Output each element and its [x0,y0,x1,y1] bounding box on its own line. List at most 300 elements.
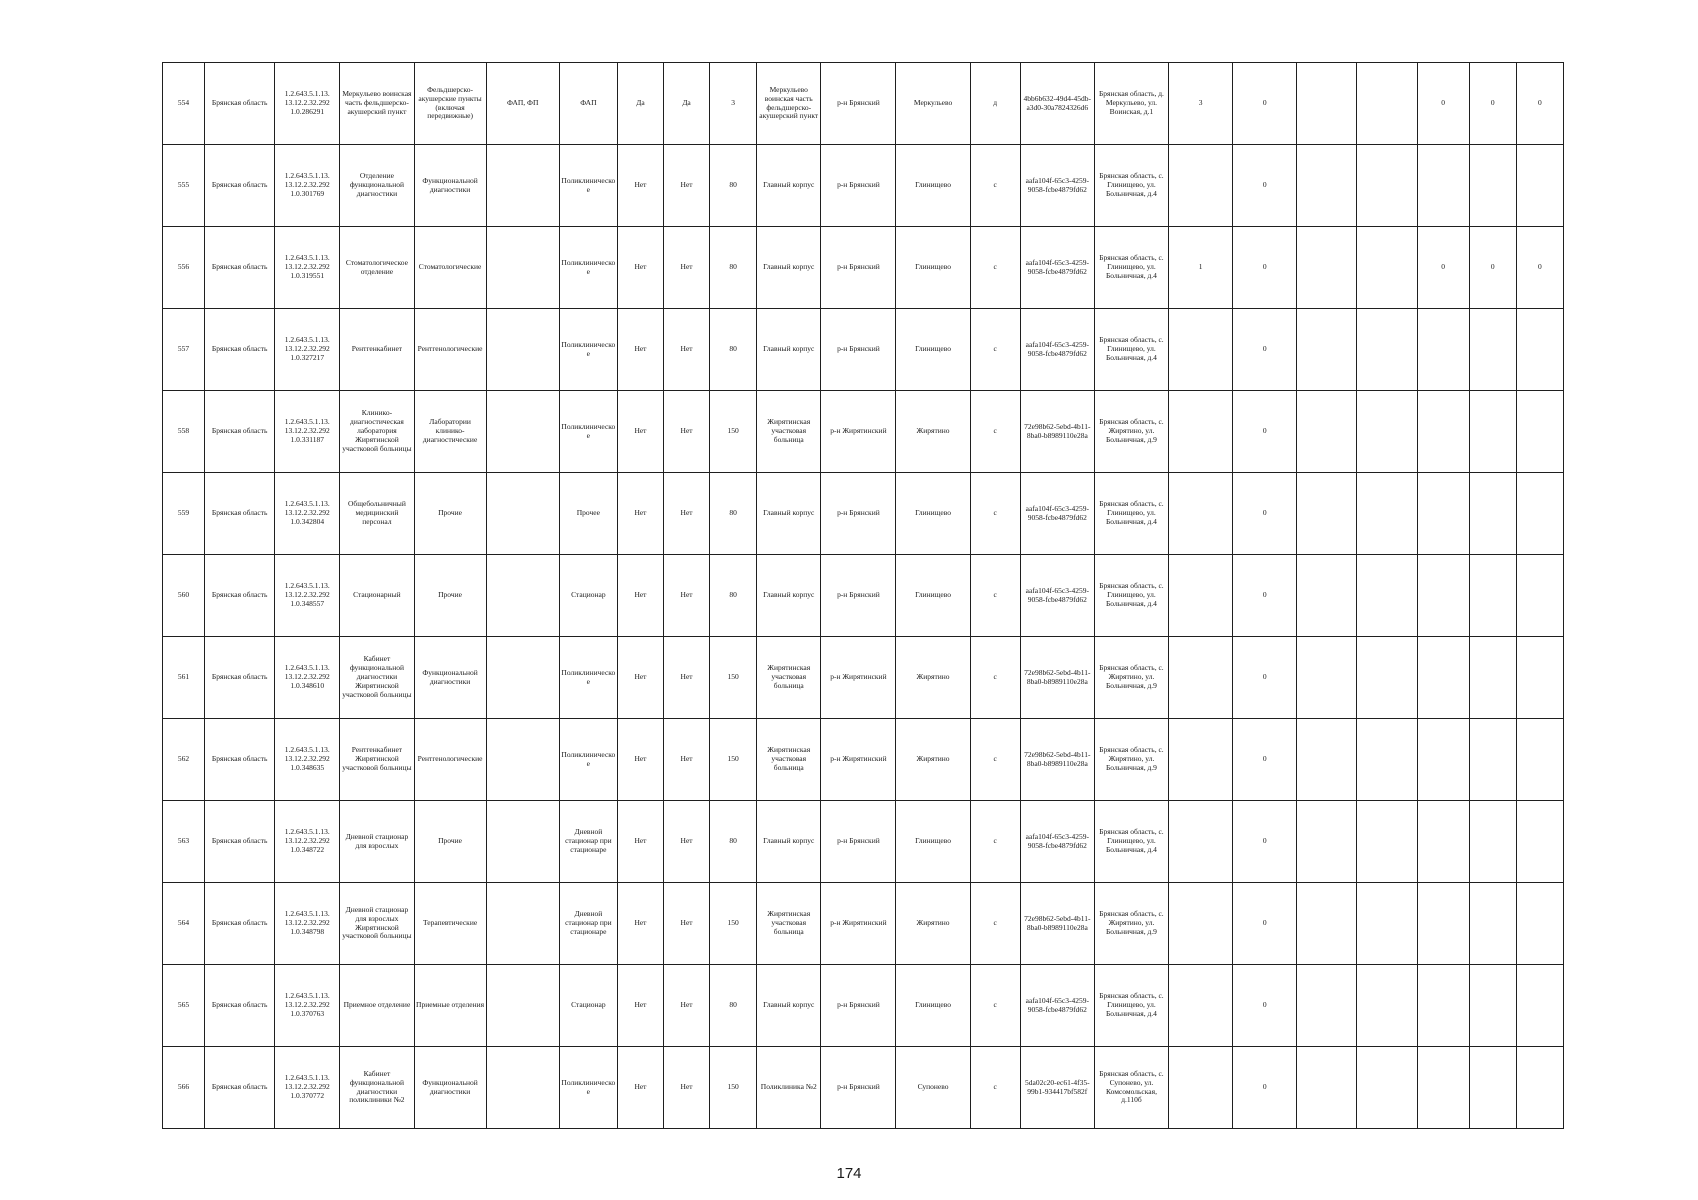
unit-name-cell: Дневной стационар для взрослых [340,801,414,883]
value-cell-2: 0 [1233,637,1297,719]
value-cell-5 [1417,391,1469,473]
flag-cell-2: Нет [664,145,710,227]
value-cell-3 [1297,145,1357,227]
value-cell-2: 0 [1233,883,1297,965]
settlement-cell: Жирятино [896,719,970,801]
guid-cell: aafa104f-65c3-4259-9058-fcbe4879fd62 [1020,801,1094,883]
value-cell-6 [1469,473,1516,555]
unit-type-cell: Функциональной диагностики [414,637,486,719]
kind-cell [486,145,559,227]
value-cell-1 [1169,637,1233,719]
table-row [163,391,1564,473]
flag-cell-2: Нет [664,883,710,965]
care-form-cell: Прочее [559,473,617,555]
value-cell-3 [1297,227,1357,309]
guid-cell: aafa104f-65c3-4259-9058-fcbe4879fd62 [1020,145,1094,227]
value-cell-2: 0 [1233,965,1297,1047]
kind-cell [486,391,559,473]
count-cell: 80 [710,145,757,227]
district-cell: р-н Брянский [821,473,896,555]
value-cell-4 [1357,391,1417,473]
value-cell-3 [1297,1047,1357,1129]
value-cell-1 [1169,309,1233,391]
settlement-type-cell: с [970,555,1020,637]
value-cell-3 [1297,637,1357,719]
count-cell: 150 [710,637,757,719]
value-cell-2: 0 [1233,801,1297,883]
district-cell: р-н Брянский [821,63,896,145]
flag-cell-1: Нет [617,883,663,965]
registry-code-cell: 1.2.643.5.1.13. 13.12.2.32.292 1.0.286291 [275,63,340,145]
unit-name-cell: Дневной стационар для взрослых Жирятинской участковой больницы [340,883,414,965]
row-number: 559 [163,473,205,555]
building-cell: Главный корпус [757,309,821,391]
value-cell-5 [1417,883,1469,965]
care-form-cell: Поликлиническое [559,227,617,309]
value-cell-7 [1516,145,1563,227]
district-cell: р-н Жирятинский [821,637,896,719]
value-cell-4 [1357,227,1417,309]
district-cell: р-н Жирятинский [821,391,896,473]
value-cell-7 [1516,309,1563,391]
value-cell-3 [1297,801,1357,883]
kind-cell [486,309,559,391]
row-number: 554 [163,63,205,145]
unit-name-cell: Рентгенкабинет [340,309,414,391]
care-form-cell: Поликлиническое [559,637,617,719]
value-cell-4 [1357,473,1417,555]
care-form-cell: Поликлиническое [559,719,617,801]
value-cell-2: 0 [1233,63,1297,145]
unit-type-cell: Рентгенологические [414,719,486,801]
value-cell-7 [1516,555,1563,637]
settlement-cell: Глинищево [896,309,970,391]
guid-cell: aafa104f-65c3-4259-9058-fcbe4879fd62 [1020,473,1094,555]
value-cell-4 [1357,965,1417,1047]
care-form-cell: Стационар [559,555,617,637]
kind-cell [486,883,559,965]
table-row [163,801,1564,883]
count-cell: 80 [710,555,757,637]
table-row [163,965,1564,1047]
row-number: 562 [163,719,205,801]
care-form-cell: ФАП [559,63,617,145]
guid-cell: 72e98b62-5ebd-4b11-8ba0-b8989110e28a [1020,637,1094,719]
value-cell-5 [1417,719,1469,801]
flag-cell-1: Нет [617,391,663,473]
flag-cell-2: Нет [664,309,710,391]
registry-code-cell: 1.2.643.5.1.13. 13.12.2.32.292 1.0.348557 [275,555,340,637]
registry-code-cell: 1.2.643.5.1.13. 13.12.2.32.292 1.0.342804 [275,473,340,555]
settlement-cell: Глинищево [896,801,970,883]
table-row [163,637,1564,719]
registry-code-cell: 1.2.643.5.1.13. 13.12.2.32.292 1.0.348722 [275,801,340,883]
table-row [163,883,1564,965]
settlement-type-cell: с [970,309,1020,391]
guid-cell: aafa104f-65c3-4259-9058-fcbe4879fd62 [1020,227,1094,309]
table-row [163,145,1564,227]
flag-cell-1: Нет [617,227,663,309]
value-cell-6: 0 [1469,63,1516,145]
settlement-cell: Глинищево [896,965,970,1047]
guid-cell: aafa104f-65c3-4259-9058-fcbe4879fd62 [1020,965,1094,1047]
region-cell: Брянская область [205,883,275,965]
row-number: 557 [163,309,205,391]
row-number: 564 [163,883,205,965]
row-number: 558 [163,391,205,473]
unit-type-cell: Прочие [414,801,486,883]
value-cell-5 [1417,637,1469,719]
address-cell: Брянская область, с. Глинищево, ул. Больничная, д.4 [1094,145,1168,227]
region-cell: Брянская область [205,1047,275,1129]
value-cell-6 [1469,309,1516,391]
settlement-cell: Глинищево [896,227,970,309]
address-cell: Брянская область, с. Глинищево, ул. Больничная, д.4 [1094,227,1168,309]
district-cell: р-н Брянский [821,965,896,1047]
building-cell: Главный корпус [757,227,821,309]
flag-cell-1: Нет [617,719,663,801]
value-cell-4 [1357,309,1417,391]
table-row [163,555,1564,637]
value-cell-3 [1297,391,1357,473]
flag-cell-1: Нет [617,965,663,1047]
unit-type-cell: Функциональной диагностики [414,145,486,227]
region-cell: Брянская область [205,391,275,473]
district-cell: р-н Брянский [821,227,896,309]
value-cell-4 [1357,145,1417,227]
region-cell: Брянская область [205,227,275,309]
settlement-cell: Глинищево [896,145,970,227]
settlement-type-cell: с [970,637,1020,719]
district-cell: р-н Брянский [821,145,896,227]
value-cell-5 [1417,145,1469,227]
value-cell-1 [1169,1047,1233,1129]
guid-cell: 72e98b62-5ebd-4b11-8ba0-b8989110e28a [1020,719,1094,801]
district-cell: р-н Жирятинский [821,719,896,801]
building-cell: Жирятинская участковая больница [757,883,821,965]
region-cell: Брянская область [205,473,275,555]
value-cell-1: 1 [1169,227,1233,309]
guid-cell: aafa104f-65c3-4259-9058-fcbe4879fd62 [1020,309,1094,391]
settlement-type-cell: с [970,391,1020,473]
value-cell-1 [1169,965,1233,1047]
district-cell: р-н Жирятинский [821,883,896,965]
kind-cell [486,473,559,555]
region-cell: Брянская область [205,719,275,801]
value-cell-7 [1516,965,1563,1047]
unit-name-cell: Кабинет функциональной диагностики поликлиники №2 [340,1047,414,1129]
settlement-type-cell: д [970,63,1020,145]
address-cell: Брянская область, с. Глинищево, ул. Больничная, д.4 [1094,309,1168,391]
registry-code-cell: 1.2.643.5.1.13. 13.12.2.32.292 1.0.370772 [275,1047,340,1129]
settlement-cell: Глинищево [896,555,970,637]
value-cell-6 [1469,637,1516,719]
guid-cell: 72e98b62-5ebd-4b11-8ba0-b8989110e28a [1020,883,1094,965]
guid-cell: 5da02c20-ec61-4f35-99b1-934417bf582f [1020,1047,1094,1129]
unit-name-cell: Рентгенкабинет Жирятинской участковой больницы [340,719,414,801]
page-number: 174 [836,1165,862,1182]
guid-cell: 72e98b62-5ebd-4b11-8ba0-b8989110e28a [1020,391,1094,473]
settlement-cell: Супонево [896,1047,970,1129]
value-cell-7 [1516,883,1563,965]
flag-cell-1: Нет [617,637,663,719]
value-cell-6 [1469,719,1516,801]
value-cell-5: 0 [1417,63,1469,145]
value-cell-2: 0 [1233,227,1297,309]
count-cell: 80 [710,309,757,391]
unit-name-cell: Кабинет функциональной диагностики Жирятинской участковой больницы [340,637,414,719]
value-cell-2: 0 [1233,1047,1297,1129]
region-cell: Брянская область [205,965,275,1047]
flag-cell-2: Нет [664,1047,710,1129]
row-number: 561 [163,637,205,719]
value-cell-5 [1417,309,1469,391]
flag-cell-2: Нет [664,801,710,883]
region-cell: Брянская область [205,145,275,227]
address-cell: Брянская область, с. Жирятино, ул. Больничная, д.9 [1094,637,1168,719]
unit-type-cell: Функциональной диагностики [414,1047,486,1129]
unit-name-cell: Стоматологическое отделение [340,227,414,309]
address-cell: Брянская область, с. Жирятино, ул. Больничная, д.9 [1094,391,1168,473]
region-cell: Брянская область [205,309,275,391]
unit-type-cell: Рентгенологические [414,309,486,391]
unit-name-cell: Отделение функциональной диагностики [340,145,414,227]
value-cell-5 [1417,555,1469,637]
flag-cell-2: Нет [664,637,710,719]
registry-code-cell: 1.2.643.5.1.13. 13.12.2.32.292 1.0.319551 [275,227,340,309]
value-cell-2: 0 [1233,391,1297,473]
table-row [163,309,1564,391]
value-cell-5 [1417,965,1469,1047]
settlement-type-cell: с [970,227,1020,309]
building-cell: Меркульево воинская часть фельдшерско-акушерский пункт [757,63,821,145]
settlement-cell: Жирятино [896,883,970,965]
table-row [163,1047,1564,1129]
value-cell-7 [1516,391,1563,473]
district-cell: р-н Брянский [821,309,896,391]
value-cell-4 [1357,719,1417,801]
value-cell-4 [1357,63,1417,145]
unit-type-cell: Прочие [414,555,486,637]
care-form-cell: Дневной стационар при стационаре [559,883,617,965]
table-row [163,63,1564,145]
count-cell: 3 [710,63,757,145]
building-cell: Жирятинская участковая больница [757,719,821,801]
settlement-type-cell: с [970,883,1020,965]
region-cell: Брянская область [205,63,275,145]
settlement-type-cell: с [970,145,1020,227]
row-number: 566 [163,1047,205,1129]
settlement-cell: Глинищево [896,473,970,555]
count-cell: 80 [710,801,757,883]
region-cell: Брянская область [205,801,275,883]
settlement-type-cell: с [970,473,1020,555]
registry-code-cell: 1.2.643.5.1.13. 13.12.2.32.292 1.0.348635 [275,719,340,801]
building-cell: Жирятинская участковая больница [757,391,821,473]
flag-cell-1: Нет [617,145,663,227]
value-cell-7 [1516,637,1563,719]
value-cell-5 [1417,473,1469,555]
value-cell-5: 0 [1417,227,1469,309]
value-cell-5 [1417,1047,1469,1129]
building-cell: Жирятинская участковая больница [757,637,821,719]
value-cell-7 [1516,1047,1563,1129]
value-cell-2: 0 [1233,555,1297,637]
value-cell-3 [1297,965,1357,1047]
guid-cell: 4bb6b632-49d4-45db-a3d0-30a7824326d6 [1020,63,1094,145]
care-form-cell: Поликлиническое [559,1047,617,1129]
value-cell-1 [1169,801,1233,883]
registry-code-cell: 1.2.643.5.1.13. 13.12.2.32.292 1.0.370763 [275,965,340,1047]
address-cell: Брянская область, с. Глинищево, ул. Больничная, д.4 [1094,555,1168,637]
flag-cell-2: Да [664,63,710,145]
value-cell-3 [1297,309,1357,391]
value-cell-6 [1469,145,1516,227]
unit-type-cell: Прочие [414,473,486,555]
district-cell: р-н Брянский [821,1047,896,1129]
care-form-cell: Стационар [559,965,617,1047]
count-cell: 80 [710,227,757,309]
registry-code-cell: 1.2.643.5.1.13. 13.12.2.32.292 1.0.327217 [275,309,340,391]
table-row [163,719,1564,801]
building-cell: Главный корпус [757,801,821,883]
address-cell: Брянская область, с. Супонево, ул. Комсомольская, д.110б [1094,1047,1168,1129]
value-cell-1 [1169,391,1233,473]
count-cell: 80 [710,473,757,555]
settlement-type-cell: с [970,1047,1020,1129]
settlement-type-cell: с [970,965,1020,1047]
value-cell-4 [1357,555,1417,637]
unit-type-cell: Лаборатории клинико-диагностические [414,391,486,473]
value-cell-6 [1469,801,1516,883]
care-form-cell: Поликлиническое [559,145,617,227]
kind-cell [486,1047,559,1129]
settlement-type-cell: с [970,801,1020,883]
kind-cell [486,801,559,883]
address-cell: Брянская область, с. Глинищево, ул. Больничная, д.4 [1094,965,1168,1047]
value-cell-1 [1169,473,1233,555]
unit-type-cell: Фельдшерско-акушерские пункты (включая передвижные) [414,63,486,145]
value-cell-3 [1297,719,1357,801]
registry-code-cell: 1.2.643.5.1.13. 13.12.2.32.292 1.0.301769 [275,145,340,227]
value-cell-7: 0 [1516,63,1563,145]
settlement-cell: Жирятино [896,637,970,719]
kind-cell: ФАП, ФП [486,63,559,145]
guid-cell: aafa104f-65c3-4259-9058-fcbe4879fd62 [1020,555,1094,637]
registry-code-cell: 1.2.643.5.1.13. 13.12.2.32.292 1.0.348610 [275,637,340,719]
settlement-cell: Жирятино [896,391,970,473]
row-number: 556 [163,227,205,309]
flag-cell-2: Нет [664,719,710,801]
value-cell-4 [1357,1047,1417,1129]
district-cell: р-н Брянский [821,801,896,883]
unit-type-cell: Приемные отделения [414,965,486,1047]
value-cell-6 [1469,391,1516,473]
row-number: 555 [163,145,205,227]
value-cell-2: 0 [1233,719,1297,801]
kind-cell [486,227,559,309]
value-cell-6: 0 [1469,227,1516,309]
flag-cell-2: Нет [664,227,710,309]
kind-cell [486,555,559,637]
value-cell-1: 3 [1169,63,1233,145]
value-cell-5 [1417,801,1469,883]
value-cell-2: 0 [1233,309,1297,391]
count-cell: 150 [710,391,757,473]
value-cell-2: 0 [1233,145,1297,227]
district-cell: р-н Брянский [821,555,896,637]
unit-type-cell: Стоматологические [414,227,486,309]
building-cell: Главный корпус [757,145,821,227]
unit-name-cell: Меркульево воинская часть фельдшерско-акушерский пункт [340,63,414,145]
flag-cell-1: Нет [617,309,663,391]
count-cell: 150 [710,883,757,965]
row-number: 565 [163,965,205,1047]
registry-code-cell: 1.2.643.5.1.13. 13.12.2.32.292 1.0.331187 [275,391,340,473]
value-cell-4 [1357,883,1417,965]
building-cell: Главный корпус [757,473,821,555]
table-row [163,227,1564,309]
value-cell-7 [1516,719,1563,801]
flag-cell-1: Да [617,63,663,145]
kind-cell [486,965,559,1047]
region-cell: Брянская область [205,555,275,637]
value-cell-1 [1169,555,1233,637]
flag-cell-2: Нет [664,555,710,637]
flag-cell-2: Нет [664,473,710,555]
building-cell: Главный корпус [757,555,821,637]
flag-cell-2: Нет [664,391,710,473]
value-cell-6 [1469,1047,1516,1129]
address-cell: Брянская область, с. Жирятино, ул. Больничная, д.9 [1094,883,1168,965]
flag-cell-2: Нет [664,965,710,1047]
table-row [163,473,1564,555]
value-cell-3 [1297,883,1357,965]
value-cell-6 [1469,555,1516,637]
value-cell-3 [1297,63,1357,145]
flag-cell-1: Нет [617,555,663,637]
care-form-cell: Дневной стационар при стационаре [559,801,617,883]
value-cell-3 [1297,473,1357,555]
address-cell: Брянская область, д. Меркульево, ул. Воинская, д.1 [1094,63,1168,145]
unit-name-cell: Приемное отделение [340,965,414,1047]
settlement-cell: Меркульево [896,63,970,145]
value-cell-3 [1297,555,1357,637]
value-cell-4 [1357,801,1417,883]
region-cell: Брянская область [205,637,275,719]
building-cell: Главный корпус [757,965,821,1047]
row-number: 560 [163,555,205,637]
value-cell-7 [1516,473,1563,555]
kind-cell [486,719,559,801]
value-cell-4 [1357,637,1417,719]
row-number: 563 [163,801,205,883]
value-cell-1 [1169,883,1233,965]
value-cell-1 [1169,719,1233,801]
count-cell: 150 [710,1047,757,1129]
kind-cell [486,637,559,719]
value-cell-6 [1469,883,1516,965]
unit-name-cell: Клинико-диагностическая лаборатория Жирятинской участковой больницы [340,391,414,473]
address-cell: Брянская область, с. Глинищево, ул. Больничная, д.4 [1094,801,1168,883]
registry-table [162,62,1564,1129]
value-cell-7: 0 [1516,227,1563,309]
value-cell-6 [1469,965,1516,1047]
unit-type-cell: Терапевтические [414,883,486,965]
building-cell: Поликлиника №2 [757,1047,821,1129]
count-cell: 80 [710,965,757,1047]
address-cell: Брянская область, с. Глинищево, ул. Больничная, д.4 [1094,473,1168,555]
